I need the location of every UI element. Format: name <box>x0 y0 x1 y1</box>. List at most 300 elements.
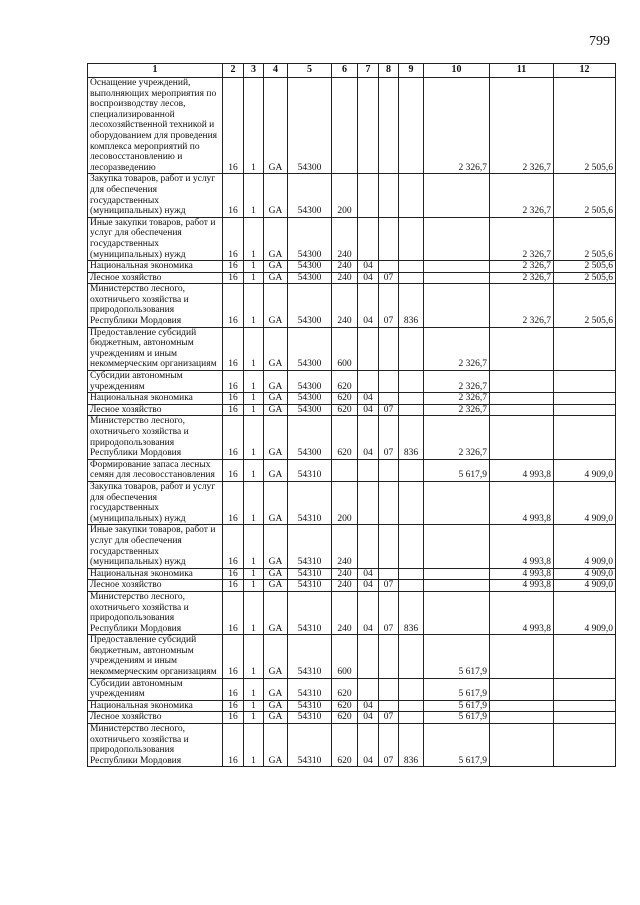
cell-col-4: GA <box>264 404 288 416</box>
cell-col-6: 620 <box>332 371 358 393</box>
cell-col-5: 54310 <box>288 724 332 767</box>
cell-col-5: 54300 <box>288 393 332 405</box>
table-row <box>88 678 616 700</box>
cell-col-2: 16 <box>223 459 244 481</box>
table-body <box>88 78 616 767</box>
cell-col-11: 4 993,8 <box>490 591 554 634</box>
cell-col-6: 600 <box>332 327 358 370</box>
cell-col-4: GA <box>264 371 288 393</box>
cell-col-2: 16 <box>223 284 244 327</box>
cell-col-2: 16 <box>223 174 244 217</box>
cell-col-7 <box>358 217 379 260</box>
cell-col-12 <box>554 700 616 712</box>
cell-col-4: GA <box>264 459 288 481</box>
cell-col-6 <box>332 78 358 174</box>
cell-col-6: 240 <box>332 568 358 580</box>
cell-col-9 <box>399 568 424 580</box>
cell-col-5: 54310 <box>288 591 332 634</box>
table-row <box>88 217 616 260</box>
table-row <box>88 78 616 174</box>
cell-col-12: 4 909,0 <box>554 591 616 634</box>
cell-col-6: 240 <box>332 217 358 260</box>
cell-col-8 <box>379 261 399 273</box>
cell-col-4: GA <box>264 284 288 327</box>
column-header-3: 3 <box>244 64 264 78</box>
cell-col-4: GA <box>264 272 288 284</box>
cell-col-11: 4 993,8 <box>490 525 554 568</box>
cell-col-9: 836 <box>399 591 424 634</box>
cell-col-12 <box>554 635 616 678</box>
column-header-10: 10 <box>424 64 490 78</box>
cell-row-name: Формирование запаса лесных семян для лесовосстановления <box>88 459 223 481</box>
table-row <box>88 580 616 592</box>
cell-col-11 <box>490 635 554 678</box>
table-row <box>88 724 616 767</box>
cell-col-3: 1 <box>244 78 264 174</box>
cell-col-2: 16 <box>223 327 244 370</box>
cell-col-12 <box>554 404 616 416</box>
cell-col-4: GA <box>264 568 288 580</box>
cell-col-9 <box>399 712 424 724</box>
cell-col-7: 04 <box>358 261 379 273</box>
table-row <box>88 371 616 393</box>
cell-col-4: GA <box>264 724 288 767</box>
cell-row-name: Субсидии автономным учреждениям <box>88 678 223 700</box>
cell-col-10 <box>424 568 490 580</box>
cell-col-12: 4 909,0 <box>554 459 616 481</box>
cell-col-10 <box>424 591 490 634</box>
cell-col-10: 5 617,9 <box>424 459 490 481</box>
cell-col-7: 04 <box>358 591 379 634</box>
cell-col-9 <box>399 678 424 700</box>
cell-col-10 <box>424 217 490 260</box>
column-header-12: 12 <box>554 64 616 78</box>
cell-col-10: 5 617,9 <box>424 700 490 712</box>
cell-col-3: 1 <box>244 217 264 260</box>
cell-col-2: 16 <box>223 481 244 524</box>
cell-col-8 <box>379 525 399 568</box>
cell-col-5: 54300 <box>288 174 332 217</box>
cell-col-10 <box>424 272 490 284</box>
cell-col-6: 620 <box>332 724 358 767</box>
cell-col-2: 16 <box>223 591 244 634</box>
cell-col-11 <box>490 371 554 393</box>
cell-col-8 <box>379 635 399 678</box>
cell-col-6: 240 <box>332 580 358 592</box>
cell-col-12 <box>554 327 616 370</box>
table-row <box>88 284 616 327</box>
cell-col-5: 54310 <box>288 481 332 524</box>
table-row <box>88 481 616 524</box>
cell-col-2: 16 <box>223 272 244 284</box>
cell-col-4: GA <box>264 217 288 260</box>
cell-col-3: 1 <box>244 700 264 712</box>
cell-col-7: 04 <box>358 724 379 767</box>
column-header-4: 4 <box>264 64 288 78</box>
cell-col-7 <box>358 525 379 568</box>
cell-row-name: Национальная экономика <box>88 568 223 580</box>
cell-col-12: 2 505,6 <box>554 261 616 273</box>
cell-col-2: 16 <box>223 635 244 678</box>
cell-col-2: 16 <box>223 700 244 712</box>
cell-col-7 <box>358 327 379 370</box>
cell-row-name: Национальная экономика <box>88 393 223 405</box>
cell-col-3: 1 <box>244 525 264 568</box>
cell-col-6: 620 <box>332 393 358 405</box>
cell-col-4: GA <box>264 635 288 678</box>
table-row <box>88 272 616 284</box>
cell-col-11: 2 326,7 <box>490 217 554 260</box>
cell-col-3: 1 <box>244 284 264 327</box>
cell-col-8: 07 <box>379 416 399 459</box>
cell-row-name: Министерство лесного, охотничьего хозяйства и природопользования Республики Мордовия <box>88 416 223 459</box>
cell-col-9 <box>399 327 424 370</box>
cell-col-2: 16 <box>223 404 244 416</box>
cell-col-2: 16 <box>223 580 244 592</box>
cell-col-11 <box>490 700 554 712</box>
cell-col-9 <box>399 174 424 217</box>
cell-col-5: 54300 <box>288 217 332 260</box>
cell-col-3: 1 <box>244 459 264 481</box>
cell-col-12: 2 505,6 <box>554 217 616 260</box>
cell-row-name: Лесное хозяйство <box>88 580 223 592</box>
table-row <box>88 700 616 712</box>
cell-col-4: GA <box>264 481 288 524</box>
cell-col-6: 620 <box>332 404 358 416</box>
cell-col-9: 836 <box>399 416 424 459</box>
table-row <box>88 712 616 724</box>
cell-col-5: 54310 <box>288 700 332 712</box>
cell-col-11 <box>490 712 554 724</box>
column-header-6: 6 <box>332 64 358 78</box>
cell-col-6: 620 <box>332 416 358 459</box>
cell-col-6: 240 <box>332 591 358 634</box>
table-row <box>88 591 616 634</box>
cell-col-10: 5 617,9 <box>424 635 490 678</box>
cell-col-4: GA <box>264 327 288 370</box>
cell-col-9: 836 <box>399 284 424 327</box>
cell-col-5: 54310 <box>288 459 332 481</box>
cell-col-4: GA <box>264 78 288 174</box>
cell-col-4: GA <box>264 580 288 592</box>
table-row <box>88 459 616 481</box>
cell-col-9 <box>399 525 424 568</box>
cell-col-5: 54300 <box>288 261 332 273</box>
cell-col-6: 200 <box>332 481 358 524</box>
cell-col-9 <box>399 700 424 712</box>
cell-col-12: 2 505,6 <box>554 284 616 327</box>
cell-col-9 <box>399 393 424 405</box>
cell-col-9 <box>399 217 424 260</box>
cell-col-5: 54300 <box>288 416 332 459</box>
cell-col-8: 07 <box>379 404 399 416</box>
cell-col-8 <box>379 78 399 174</box>
cell-col-2: 16 <box>223 568 244 580</box>
cell-col-6: 240 <box>332 272 358 284</box>
cell-col-7: 04 <box>358 700 379 712</box>
cell-row-name: Лесное хозяйство <box>88 404 223 416</box>
cell-col-11: 2 326,7 <box>490 272 554 284</box>
cell-col-4: GA <box>264 174 288 217</box>
cell-col-11: 2 326,7 <box>490 261 554 273</box>
cell-col-10 <box>424 174 490 217</box>
cell-row-name: Субсидии автономным учреждениям <box>88 371 223 393</box>
cell-row-name: Закупка товаров, работ и услуг для обеспечения государственных (муниципальных) нужд <box>88 174 223 217</box>
cell-col-9 <box>399 261 424 273</box>
cell-col-5: 54310 <box>288 580 332 592</box>
cell-row-name: Национальная экономика <box>88 261 223 273</box>
cell-row-name: Закупка товаров, работ и услуг для обеспечения государственных (муниципальных) нужд <box>88 481 223 524</box>
cell-col-10: 2 326,7 <box>424 371 490 393</box>
cell-col-10 <box>424 580 490 592</box>
cell-col-9 <box>399 459 424 481</box>
column-header-5: 5 <box>288 64 332 78</box>
cell-col-7 <box>358 78 379 174</box>
cell-col-6: 620 <box>332 712 358 724</box>
cell-col-5: 54300 <box>288 371 332 393</box>
table-row <box>88 327 616 370</box>
cell-col-10 <box>424 261 490 273</box>
cell-col-5: 54300 <box>288 404 332 416</box>
cell-col-12 <box>554 678 616 700</box>
cell-col-5: 54310 <box>288 568 332 580</box>
cell-col-3: 1 <box>244 712 264 724</box>
cell-col-8 <box>379 459 399 481</box>
cell-col-3: 1 <box>244 416 264 459</box>
cell-col-10: 5 617,9 <box>424 724 490 767</box>
cell-col-7 <box>358 678 379 700</box>
cell-col-3: 1 <box>244 724 264 767</box>
cell-col-4: GA <box>264 712 288 724</box>
header-row <box>88 64 616 78</box>
cell-row-name: Министерство лесного, охотничьего хозяйства и природопользования Республики Мордовия <box>88 591 223 634</box>
cell-col-3: 1 <box>244 404 264 416</box>
cell-row-name: Национальная экономика <box>88 700 223 712</box>
cell-col-12: 2 505,6 <box>554 174 616 217</box>
cell-col-8: 07 <box>379 591 399 634</box>
cell-col-9 <box>399 481 424 524</box>
table-row <box>88 568 616 580</box>
table-row <box>88 525 616 568</box>
column-header-9: 9 <box>399 64 424 78</box>
table-row <box>88 404 616 416</box>
cell-col-8: 07 <box>379 724 399 767</box>
cell-col-9 <box>399 371 424 393</box>
column-header-2: 2 <box>223 64 244 78</box>
cell-col-9 <box>399 404 424 416</box>
cell-col-10: 2 326,7 <box>424 404 490 416</box>
cell-col-9: 836 <box>399 724 424 767</box>
table-row <box>88 393 616 405</box>
cell-col-4: GA <box>264 700 288 712</box>
cell-col-12: 2 505,6 <box>554 78 616 174</box>
cell-col-10: 2 326,7 <box>424 327 490 370</box>
cell-col-8: 07 <box>379 284 399 327</box>
cell-col-9 <box>399 78 424 174</box>
cell-col-7 <box>358 174 379 217</box>
cell-col-3: 1 <box>244 678 264 700</box>
cell-col-7: 04 <box>358 284 379 327</box>
cell-row-name: Иные закупки товаров, работ и услуг для обеспечения государственных (муниципальных) нужд <box>88 217 223 260</box>
cell-col-3: 1 <box>244 261 264 273</box>
cell-col-7: 04 <box>358 580 379 592</box>
cell-col-11 <box>490 416 554 459</box>
page-number: 799 <box>589 34 610 49</box>
cell-col-12: 4 909,0 <box>554 525 616 568</box>
cell-col-3: 1 <box>244 272 264 284</box>
cell-row-name: Лесное хозяйство <box>88 272 223 284</box>
cell-col-2: 16 <box>223 724 244 767</box>
cell-col-10: 5 617,9 <box>424 712 490 724</box>
cell-col-4: GA <box>264 261 288 273</box>
cell-col-2: 16 <box>223 217 244 260</box>
budget-table <box>87 63 616 767</box>
cell-col-4: GA <box>264 678 288 700</box>
column-header-11: 11 <box>490 64 554 78</box>
cell-col-11 <box>490 393 554 405</box>
cell-col-7: 04 <box>358 568 379 580</box>
cell-col-11: 4 993,8 <box>490 580 554 592</box>
cell-col-6: 600 <box>332 635 358 678</box>
cell-col-5: 54310 <box>288 525 332 568</box>
cell-col-3: 1 <box>244 393 264 405</box>
cell-col-12: 4 909,0 <box>554 568 616 580</box>
cell-col-11: 2 326,7 <box>490 174 554 217</box>
cell-col-7: 04 <box>358 712 379 724</box>
cell-col-9 <box>399 635 424 678</box>
cell-col-7: 04 <box>358 416 379 459</box>
cell-col-12: 4 909,0 <box>554 481 616 524</box>
cell-col-8 <box>379 481 399 524</box>
cell-col-6 <box>332 459 358 481</box>
cell-col-7 <box>358 459 379 481</box>
cell-col-2: 16 <box>223 78 244 174</box>
cell-row-name: Оснащение учреждений, выполняющих мероприятия по воспроизводству лесов, специализированной лесохозяйственной техникой и оборудованием для проведения комплекса мероприятий по лесовосстановлению и лесоразведению <box>88 78 223 174</box>
cell-col-7 <box>358 371 379 393</box>
cell-col-3: 1 <box>244 591 264 634</box>
cell-col-3: 1 <box>244 481 264 524</box>
cell-col-5: 54300 <box>288 284 332 327</box>
cell-col-6: 240 <box>332 284 358 327</box>
cell-col-7 <box>358 635 379 678</box>
cell-col-9 <box>399 272 424 284</box>
cell-col-12 <box>554 416 616 459</box>
cell-col-6: 620 <box>332 678 358 700</box>
cell-col-3: 1 <box>244 635 264 678</box>
cell-col-12 <box>554 712 616 724</box>
cell-row-name: Предоставление субсидий бюджетным, автономным учреждениям и иным некоммерческим организациям <box>88 327 223 370</box>
cell-col-8: 07 <box>379 712 399 724</box>
cell-col-6: 200 <box>332 174 358 217</box>
cell-col-11: 2 326,7 <box>490 78 554 174</box>
table-row <box>88 416 616 459</box>
cell-col-2: 16 <box>223 371 244 393</box>
cell-col-7: 04 <box>358 272 379 284</box>
cell-col-10 <box>424 481 490 524</box>
cell-col-8 <box>379 393 399 405</box>
column-header-8: 8 <box>379 64 399 78</box>
cell-col-8 <box>379 371 399 393</box>
cell-col-8 <box>379 700 399 712</box>
column-header-7: 7 <box>358 64 379 78</box>
cell-col-5: 54310 <box>288 635 332 678</box>
cell-col-12: 4 909,0 <box>554 580 616 592</box>
table-row <box>88 261 616 273</box>
cell-col-5: 54310 <box>288 678 332 700</box>
cell-col-9 <box>399 580 424 592</box>
cell-col-11 <box>490 678 554 700</box>
cell-col-12 <box>554 371 616 393</box>
cell-col-7: 04 <box>358 404 379 416</box>
cell-col-3: 1 <box>244 371 264 393</box>
cell-col-5: 54300 <box>288 272 332 284</box>
cell-col-2: 16 <box>223 678 244 700</box>
cell-col-10: 2 326,7 <box>424 393 490 405</box>
cell-col-2: 16 <box>223 393 244 405</box>
cell-col-8 <box>379 568 399 580</box>
table-row <box>88 635 616 678</box>
cell-row-name: Иные закупки товаров, работ и услуг для обеспечения государственных (муниципальных) нужд <box>88 525 223 568</box>
cell-col-8: 07 <box>379 272 399 284</box>
cell-col-11 <box>490 404 554 416</box>
cell-col-11: 4 993,8 <box>490 568 554 580</box>
cell-row-name: Предоставление субсидий бюджетным, автономным учреждениям и иным некоммерческим организациям <box>88 635 223 678</box>
cell-col-8 <box>379 327 399 370</box>
cell-col-10: 2 326,7 <box>424 416 490 459</box>
cell-col-4: GA <box>264 416 288 459</box>
table-row <box>88 174 616 217</box>
cell-col-6: 240 <box>332 261 358 273</box>
cell-col-11: 2 326,7 <box>490 284 554 327</box>
cell-col-3: 1 <box>244 568 264 580</box>
cell-col-8: 07 <box>379 580 399 592</box>
cell-row-name: Лесное хозяйство <box>88 712 223 724</box>
cell-col-8 <box>379 678 399 700</box>
cell-col-6: 240 <box>332 525 358 568</box>
cell-col-12 <box>554 724 616 767</box>
cell-col-5: 54300 <box>288 78 332 174</box>
cell-col-5: 54300 <box>288 327 332 370</box>
cell-col-4: GA <box>264 525 288 568</box>
cell-col-7: 04 <box>358 393 379 405</box>
cell-row-name: Министерство лесного, охотничьего хозяйства и природопользования Республики Мордовия <box>88 284 223 327</box>
cell-col-10 <box>424 284 490 327</box>
cell-col-7 <box>358 481 379 524</box>
cell-col-2: 16 <box>223 525 244 568</box>
cell-row-name: Министерство лесного, охотничьего хозяйства и природопользования Республики Мордовия <box>88 724 223 767</box>
cell-col-2: 16 <box>223 261 244 273</box>
column-header-1: 1 <box>88 64 223 78</box>
cell-col-3: 1 <box>244 580 264 592</box>
cell-col-3: 1 <box>244 327 264 370</box>
cell-col-11 <box>490 724 554 767</box>
cell-col-11: 4 993,8 <box>490 481 554 524</box>
cell-col-10 <box>424 525 490 568</box>
cell-col-6: 620 <box>332 700 358 712</box>
cell-col-3: 1 <box>244 174 264 217</box>
cell-col-8 <box>379 174 399 217</box>
cell-col-8 <box>379 217 399 260</box>
cell-col-12: 2 505,6 <box>554 272 616 284</box>
cell-col-2: 16 <box>223 712 244 724</box>
cell-col-11: 4 993,8 <box>490 459 554 481</box>
cell-col-4: GA <box>264 591 288 634</box>
cell-col-2: 16 <box>223 416 244 459</box>
cell-col-11 <box>490 327 554 370</box>
cell-col-10: 5 617,9 <box>424 678 490 700</box>
cell-col-10: 2 326,7 <box>424 78 490 174</box>
cell-col-5: 54310 <box>288 712 332 724</box>
